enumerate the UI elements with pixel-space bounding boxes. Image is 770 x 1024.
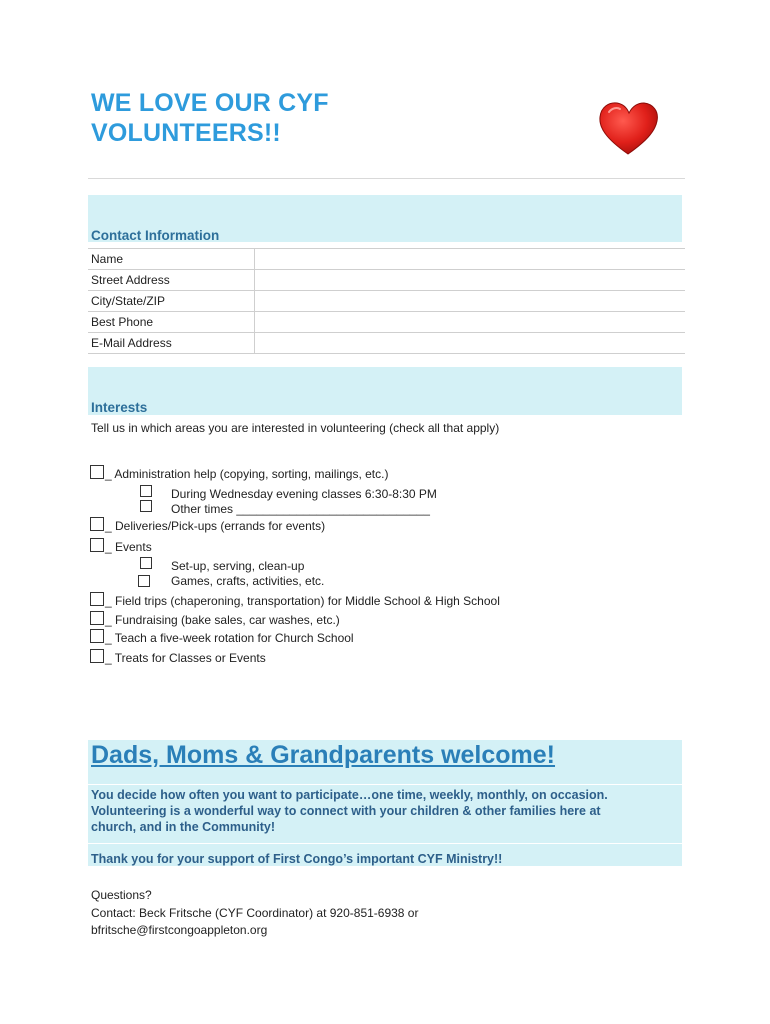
band-divider bbox=[88, 843, 682, 844]
title-line-1: WE LOVE OUR CYF bbox=[91, 89, 329, 117]
title-line-2: VOLUNTEERS!! bbox=[91, 119, 281, 147]
street-address-field[interactable] bbox=[255, 270, 686, 291]
admin-checkbox[interactable] bbox=[90, 465, 104, 479]
admin-other-times-label: Other times _____________________________ bbox=[171, 502, 430, 516]
field-trips-checkbox[interactable] bbox=[90, 592, 104, 606]
contact-label-email: E-Mail Address bbox=[88, 333, 255, 354]
admin-other-times-checkbox[interactable] bbox=[140, 500, 152, 512]
contact-label-name: Name bbox=[88, 249, 255, 270]
treats-label: _ Treats for Classes or Events bbox=[105, 651, 266, 665]
contact-label-street: Street Address bbox=[88, 270, 255, 291]
contact-table bbox=[88, 248, 685, 354]
contact-line: Contact: Beck Fritsche (CYF Coordinator) at 920-851-6938 or bbox=[91, 906, 419, 920]
events-setup-checkbox[interactable] bbox=[140, 557, 152, 569]
teach-checkbox[interactable] bbox=[90, 629, 104, 643]
events-games-label: Games, crafts, activities, etc. bbox=[171, 574, 325, 588]
events-label: _ Events bbox=[105, 540, 152, 554]
contact-label-city: City/State/ZIP bbox=[88, 291, 255, 312]
fundraising-checkbox[interactable] bbox=[90, 611, 104, 625]
deliveries-label: _ Deliveries/Pick-ups (errands for events) bbox=[105, 519, 326, 533]
band-divider bbox=[88, 784, 682, 785]
fundraising-label: _ Fundraising (bake sales, car washes, etc.) bbox=[105, 613, 340, 627]
treats-checkbox[interactable] bbox=[90, 649, 104, 663]
welcome-heading: Dads, Moms & Grandparents welcome! bbox=[91, 741, 556, 769]
deliveries-checkbox[interactable] bbox=[90, 517, 104, 531]
welcome-line-2: Volunteering is a wonderful way to connect with your children & other families here at bbox=[91, 804, 601, 818]
table-row bbox=[88, 312, 685, 333]
events-setup-label: Set-up, serving, clean-up bbox=[171, 559, 305, 573]
interests-intro: Tell us in which areas you are interested in volunteering (check all that apply) bbox=[91, 421, 500, 435]
events-games-checkbox[interactable] bbox=[138, 575, 150, 587]
contact-label-phone: Best Phone bbox=[88, 312, 255, 333]
best-phone-field[interactable] bbox=[255, 312, 686, 333]
welcome-line-1: You decide how often you want to participate…one time, weekly, monthly, on occasion. bbox=[91, 788, 608, 802]
admin-wednesday-label: During Wednesday evening classes 6:30-8:30 PM bbox=[171, 487, 437, 501]
events-checkbox[interactable] bbox=[90, 538, 104, 552]
teach-label: _ Teach a five-week rotation for Church School bbox=[105, 631, 354, 645]
contact-email: bfritsche@firstcongoappleton.org bbox=[91, 923, 268, 937]
header-divider bbox=[88, 178, 685, 179]
field-trips-label: _ Field trips (chaperoning, transportation) for Middle School & High School bbox=[105, 594, 500, 608]
admin-label: _ Administration help (copying, sorting, mailings, etc.) bbox=[105, 467, 389, 481]
page-title bbox=[91, 88, 329, 148]
welcome-line-3: church, and in the Community! bbox=[91, 820, 276, 834]
contact-heading: Contact Information bbox=[91, 228, 220, 243]
questions-label: Questions? bbox=[91, 888, 152, 902]
email-address-field[interactable] bbox=[255, 333, 686, 354]
table-row bbox=[88, 291, 685, 312]
admin-wednesday-checkbox[interactable] bbox=[140, 485, 152, 497]
table-row bbox=[88, 333, 685, 354]
interests-heading: Interests bbox=[91, 400, 148, 415]
table-row bbox=[88, 270, 685, 291]
heart-icon bbox=[585, 80, 680, 172]
city-state-zip-field[interactable] bbox=[255, 291, 686, 312]
interests-heading-band bbox=[88, 367, 682, 415]
thanks-line: Thank you for your support of First Congo’s important CYF Ministry!! bbox=[91, 852, 503, 866]
name-field[interactable] bbox=[255, 249, 686, 270]
table-row bbox=[88, 249, 685, 270]
